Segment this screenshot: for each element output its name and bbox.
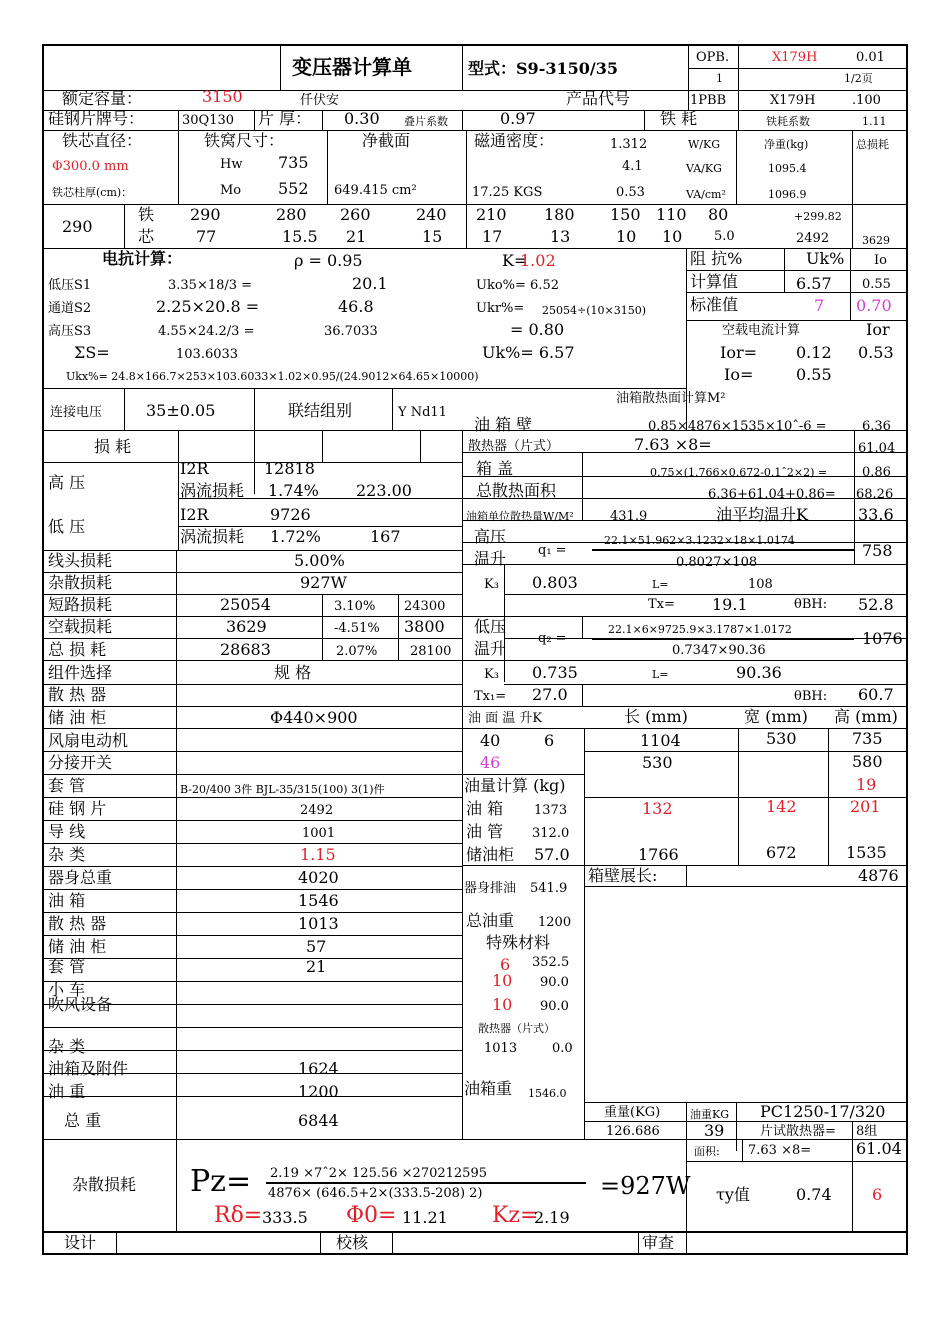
tank-label: 油 箱: [48, 891, 86, 910]
drain-label: 器身排油: [464, 881, 517, 896]
q1-label: q₁ =: [538, 543, 567, 558]
core-step-width: 240: [416, 205, 447, 224]
body-label: 器身总重: [48, 868, 113, 887]
net-area-value: 649.415 cm²: [334, 183, 417, 198]
s2-expr: 2.25×20.8 =: [156, 297, 260, 316]
total-label: 总 重: [64, 1111, 102, 1130]
lead-value: 5.00%: [294, 551, 345, 570]
product-code-label: 产品代号: [566, 89, 631, 108]
stray-label: 杂散损耗: [48, 573, 113, 592]
oilw-head: 油重KG: [690, 1108, 730, 1121]
diameter-label: 铁芯直径：: [62, 131, 143, 150]
tank-value: 1546: [298, 891, 339, 910]
core-step-thickness: 13: [550, 227, 571, 246]
rad-groups: 8组: [856, 1124, 878, 1139]
net-weight-label: 净重(kg): [764, 138, 809, 151]
hv-eddy: 223.00: [356, 481, 412, 500]
hv-eddy-label: 涡流损耗: [180, 481, 245, 500]
lv-i2r: 9726: [270, 505, 311, 524]
hv-label: 高 压: [48, 473, 86, 492]
core-step-thickness: 21: [346, 227, 367, 246]
rad-groups-label: 片试散热器=: [760, 1124, 836, 1139]
design-label: 设计: [64, 1233, 97, 1252]
core-step-width: 80: [708, 205, 729, 224]
hw-label: Hw: [220, 157, 243, 172]
voltage-label: 连接电压: [50, 405, 103, 420]
uk-col: Uk%: [806, 249, 845, 268]
std-label: 标准值: [690, 295, 739, 314]
cover-label: 箱 盖: [476, 459, 514, 478]
rad-label-c: 散热器（片式）: [468, 439, 560, 454]
wall-unfold-label: 箱壁展长:: [588, 866, 658, 885]
lv-eddy-label: 涡流损耗: [180, 527, 245, 546]
core-step-width: 280: [276, 205, 307, 224]
net-area-label: 净截面: [362, 131, 411, 150]
rad-sub-label: 散热器（片式）: [478, 1022, 555, 1035]
t-wid: 672: [766, 843, 797, 862]
uk: Uk%= 6.57: [482, 343, 575, 362]
q1-den: 0.8027×108: [676, 555, 758, 570]
hv-i2r-label: I2R: [180, 459, 209, 478]
tot-value: 28683: [220, 640, 271, 659]
wall-expr: 0.85×4876×1535×10ˆ-6 =: [648, 419, 827, 434]
misc2-label: 杂 类: [48, 1037, 86, 1056]
nl-pct: -4.51%: [334, 621, 380, 636]
total-oil-label: 总油重: [466, 911, 515, 930]
losses-title: 损 耗: [94, 437, 132, 456]
bushing-spec: B-20/400 3件 BJL-35/315(100) 3(1)件: [180, 783, 385, 796]
sum-label: ΣS=: [74, 343, 110, 362]
fan-label: 风扇电动机: [48, 731, 129, 750]
tot-guar: 28100: [410, 644, 452, 659]
lv-eddy-pct: 1.72%: [270, 527, 321, 546]
tap-label: 分接开关: [48, 753, 113, 772]
io-label: Io=: [724, 365, 754, 384]
s3-label: 高压S3: [48, 324, 92, 339]
q2-den: 0.7347×90.36: [672, 643, 766, 658]
len-head: 长 (mm): [624, 707, 688, 726]
k-label: K=: [502, 251, 528, 270]
total-value: 6844: [298, 1111, 339, 1130]
weight-head: 重量(KG): [604, 1105, 661, 1120]
d2: 142: [766, 797, 797, 816]
misc-value: 1.15: [300, 845, 336, 864]
r2-hgt: 580: [852, 752, 883, 771]
sp3b: 90.0: [540, 999, 569, 1014]
tx1-value: 27.0: [532, 685, 568, 704]
s1-label: 低压S1: [48, 278, 92, 293]
mo-value: 552: [278, 179, 309, 198]
pipe-oil: 312.0: [532, 826, 570, 841]
thickness-label: 片 厚：: [258, 109, 312, 128]
core-step-width: 210: [476, 205, 507, 224]
phi-label: Φ0=: [346, 1203, 397, 1228]
tx-label: Tx=: [648, 597, 675, 612]
r2a: 46: [480, 753, 501, 772]
wid-head: 宽 (mm): [744, 707, 808, 726]
bh-hv: 52.8: [858, 595, 894, 614]
rho: ρ = 0.95: [294, 251, 363, 270]
oil-value: 1200: [298, 1082, 339, 1101]
core-step-width: 260: [340, 205, 371, 224]
oil-rise-head: 油 面 温 升K: [468, 711, 543, 726]
core-step-width: 110: [656, 205, 687, 224]
steel-label: 硅钢片牌号：: [48, 109, 145, 128]
stray-result: =927W: [600, 1172, 691, 1200]
h-small: 19: [856, 775, 877, 794]
core-step-thickness: 5.0: [714, 229, 735, 244]
pipe-oil-label: 油 管: [466, 822, 504, 841]
sp2a: 10: [492, 971, 513, 990]
calc-sheet: [42, 44, 908, 1255]
hgt-head: 高 (mm): [834, 707, 898, 726]
spec-label: 规 格: [274, 663, 312, 682]
std-io: 0.70: [856, 296, 892, 315]
window-label: 铁窝尺寸：: [204, 131, 285, 150]
oil-rise-value: 33.6: [858, 505, 894, 524]
rated-value: 3150: [202, 87, 243, 106]
cover-value: 0.86: [862, 465, 891, 480]
core-step-width: 180: [544, 205, 575, 224]
page-number: 1/2页: [844, 72, 873, 85]
conservator-label: 储 油 柜: [48, 708, 107, 727]
opb-label: OPB.: [696, 50, 730, 65]
r1a: 40: [480, 731, 501, 750]
sc-label: 短路损耗: [48, 595, 113, 614]
stray-num: 2.19 ×7ˆ2× 125.56 ×270212595: [270, 1166, 487, 1181]
lv-label: 低 压: [48, 517, 86, 536]
total-loss-label: 总损耗: [856, 138, 889, 151]
nl-value: 3629: [226, 617, 267, 636]
cons-oil-label: 储油柜: [466, 845, 515, 864]
oil-label: 油 重: [48, 1082, 86, 1101]
lv-rise-1: 低压: [474, 617, 507, 636]
unit-value: 431.9: [610, 509, 648, 524]
kz-label: Kz=: [492, 1203, 539, 1228]
flux-value: 17.25 KGS: [472, 185, 543, 200]
extra-bottom: 2492: [796, 231, 830, 246]
l-hv: 108: [748, 577, 773, 592]
ukr-value: = 0.80: [510, 320, 565, 339]
hv-rise-1: 高压: [474, 527, 507, 546]
rad-expr: 7.63 ×8=: [634, 435, 712, 454]
silicon-value: 2492: [300, 803, 334, 818]
step-label-1: 铁: [138, 205, 155, 224]
rad-sub-a: 1013: [484, 1041, 518, 1056]
b3: 0.53: [616, 185, 645, 200]
hv-rise-2: 温升: [474, 549, 507, 568]
r-label: Rδ=: [214, 1203, 263, 1228]
q2-value: 1076: [862, 629, 903, 648]
sp2b: 90.0: [540, 975, 569, 990]
d3: 201: [850, 797, 881, 816]
k3-hv: 0.803: [532, 573, 578, 592]
r-value: 333.5: [262, 1208, 308, 1227]
drain-value: 541.9: [530, 881, 568, 896]
opb-sub: 1: [716, 72, 723, 85]
sc-pct: 3.10%: [334, 599, 376, 614]
group-value: Y Nd11: [398, 405, 447, 420]
l-lv-label: L=: [652, 668, 669, 681]
ior-right: 0.53: [858, 343, 894, 362]
cover-expr: 0.75×(1.766×0.672-0.1ˆ2×2) =: [650, 466, 828, 479]
l-lv: 90.36: [736, 663, 782, 682]
tau-extra: 6: [872, 1185, 883, 1204]
cooling-title: 油箱散热面计算M²: [616, 391, 726, 406]
calc-io: 0.55: [862, 277, 891, 292]
cart-label: 小 车: [48, 980, 86, 999]
rad-sub-b: 0.0: [552, 1041, 573, 1056]
select-label: 组件选择: [48, 663, 113, 682]
stack-thick: 290: [62, 217, 93, 236]
bushing-label: 套 管: [48, 776, 86, 795]
rad-model: PC1250-17/320: [760, 1102, 886, 1121]
wall-label: 油 箱 壁: [474, 415, 533, 434]
pz-label: Pz=: [190, 1164, 252, 1199]
cons-value: 57: [306, 937, 327, 956]
total-oil: 1200: [538, 915, 572, 930]
weight-val: 126.686: [606, 1124, 660, 1139]
sp1a: 6: [500, 955, 511, 974]
r2-len: 530: [642, 753, 673, 772]
bh-lv: 60.7: [858, 685, 894, 704]
r1b: 6: [544, 731, 555, 750]
d1: 132: [642, 799, 673, 818]
conservator-spec: Φ440×900: [270, 708, 358, 727]
ior-value: 0.12: [796, 343, 832, 362]
lead-label: 线头损耗: [48, 551, 113, 570]
tank-weight: 1546.0: [528, 1087, 567, 1100]
oil-calc-label: 油量计算 (kg): [464, 776, 566, 795]
bush-label: 套 管: [48, 957, 86, 976]
s2-label: 通道S2: [48, 301, 92, 316]
rated-label: 额定容量：: [62, 89, 143, 108]
calc-uk: 6.57: [796, 274, 832, 293]
blower-label: 吹风设备: [48, 995, 113, 1014]
diameter-value: Φ300.0 mm: [52, 159, 129, 174]
t-len: 1766: [638, 845, 679, 864]
radiator-label: 散 热 器: [48, 685, 107, 704]
sheet-title: 变压器计算单: [292, 55, 412, 79]
rad-value-c: 61.04: [858, 441, 896, 456]
group-label: 联结组别: [288, 401, 353, 420]
s2-value: 46.8: [338, 297, 374, 316]
tankacc-value: 1624: [298, 1059, 339, 1078]
review-label: 审查: [642, 1233, 675, 1252]
tank-weight-label: 油箱重: [464, 1079, 513, 1098]
stray-den: 4876× (646.5+2×(333.5-208) 2): [268, 1186, 483, 1201]
u2: VA/KG: [686, 162, 722, 175]
tank-oil-label: 油 箱: [466, 799, 504, 818]
k-value: 1.02: [520, 251, 556, 270]
uko: Uko%= 6.52: [476, 278, 559, 293]
code-c: .100: [852, 93, 881, 108]
tank-oil: 1373: [534, 803, 568, 818]
tx1-label: Tx₁=: [474, 689, 507, 704]
sum-value: 103.6033: [176, 347, 239, 362]
iron-loss-label: 铁 耗: [660, 109, 698, 128]
s3-expr: 4.55×24.2/3 =: [158, 324, 255, 339]
iron-loss-coef: 1.11: [862, 115, 887, 128]
rated-unit: 仟伏安: [300, 93, 340, 108]
u3: VA/cm²: [686, 188, 726, 201]
tankacc-label: 油箱及附件: [48, 1059, 129, 1078]
core-step-thickness: 15.5: [282, 227, 318, 246]
hv-eddy-pct: 1.74%: [268, 481, 319, 500]
core-step-thickness: 10: [616, 227, 637, 246]
std-uk: 7: [814, 296, 825, 315]
bh-lv-label: θBH:: [794, 689, 828, 704]
oilw-val: 39: [704, 1121, 725, 1140]
core-step-width: 290: [190, 205, 221, 224]
b1: 1.312: [610, 137, 648, 152]
r1-hgt: 735: [852, 729, 883, 748]
tot-pct: 2.07%: [336, 644, 378, 659]
q2-label: q₂ =: [538, 631, 567, 646]
ior-label: Ior=: [720, 343, 758, 362]
s1-value: 20.1: [352, 274, 388, 293]
tau-label: τy值: [716, 1185, 750, 1204]
total-area-value: 68.26: [856, 487, 894, 502]
kz-value: 2.19: [534, 1208, 570, 1227]
total-area-label: 总散热面积: [476, 481, 557, 500]
thickness-value: 0.30: [344, 109, 380, 128]
k3-hv-label: K₃: [484, 577, 499, 592]
tx-value: 19.1: [712, 595, 748, 614]
tau-value: 0.74: [796, 1185, 832, 1204]
ior-head: Ior: [866, 320, 890, 339]
reactance-title: 电抗计算：: [102, 249, 183, 268]
wall-value: 6.36: [862, 419, 891, 434]
core-step-thickness: 77: [196, 227, 217, 246]
stray-block-label: 杂散损耗: [72, 1175, 137, 1194]
cons-label: 储 油 柜: [48, 937, 107, 956]
w2: 1096.9: [768, 188, 807, 201]
opb-rev: 0.01: [856, 50, 885, 65]
core-step-width: 150: [610, 205, 641, 224]
col-thick-label: 铁芯柱厚(cm)：: [52, 186, 133, 199]
noload-title: 空载电流计算: [722, 323, 801, 338]
area-expr: 7.63 ×8=: [748, 1143, 812, 1158]
total-area-expr: 6.36+61.04+0.86=: [708, 487, 836, 502]
code-a: 1PBB: [690, 93, 727, 108]
tot-label: 总 损 耗: [48, 640, 107, 659]
w1: 1095.4: [768, 162, 807, 175]
io-col: Io: [874, 253, 887, 268]
core-step-thickness: 17: [482, 227, 503, 246]
ukr-expr: 25054÷(10×3150): [542, 304, 647, 317]
core-step-thickness: 15: [422, 227, 443, 246]
area-label: 面积:: [694, 1145, 720, 1158]
u1: W/KG: [688, 138, 721, 151]
step-label-2: 芯: [138, 227, 155, 246]
lv-rise-2: 温升: [474, 639, 507, 658]
special-label: 特殊材料: [486, 933, 551, 952]
sc-guar: 24300: [404, 599, 446, 614]
model-label: 型式：S9-3150/35: [468, 59, 618, 78]
misc-label: 杂 类: [48, 845, 86, 864]
q1-value: 758: [862, 541, 893, 560]
lv-eddy: 167: [370, 527, 401, 546]
sc-value: 25054: [220, 595, 271, 614]
mo-label: Mo: [220, 183, 242, 198]
voltage-value: 35±0.05: [146, 401, 216, 420]
stack-label: 叠片系数: [404, 115, 448, 128]
body-value: 4020: [298, 868, 339, 887]
nl-label: 空载损耗: [48, 617, 113, 636]
k3-lv: 0.735: [532, 663, 578, 682]
hv-i2r: 12818: [264, 459, 315, 478]
sp1b: 352.5: [532, 955, 570, 970]
s1-expr: 3.35×18/3 =: [168, 278, 253, 293]
flux-label: 磁通密度：: [474, 131, 555, 150]
steel-value: 30Q130: [182, 113, 235, 128]
extra-top: +299.82: [794, 210, 842, 223]
bush-value: 21: [306, 957, 327, 976]
s3-value: 36.7033: [324, 324, 378, 339]
wire-value: 1001: [302, 826, 336, 841]
silicon-label: 硅 钢 片: [48, 799, 107, 818]
imp-label: 阻 抗%: [690, 249, 743, 268]
r1-wid: 530: [766, 729, 797, 748]
hw-value: 735: [278, 153, 309, 172]
cons-oil: 57.0: [534, 845, 570, 864]
ukx: Ukx%= 24.8×166.7×253×103.6033×1.02×0.95/(24.9012×64.65×10000): [66, 370, 479, 383]
wire-label: 导 线: [48, 822, 86, 841]
t-hgt: 1535: [846, 843, 887, 862]
rad-value: 1013: [298, 914, 339, 933]
iron-loss-coef-label: 铁耗系数: [766, 115, 810, 128]
area-value: 61.04: [856, 1139, 902, 1158]
l-hv-label: L=: [652, 578, 669, 591]
sp3a: 10: [492, 995, 513, 1014]
phi-value: 11.21: [402, 1208, 448, 1227]
calc-label: 计算值: [690, 272, 739, 291]
stack-value: 0.97: [500, 109, 536, 128]
opb-code: X179H: [772, 50, 818, 65]
k3-lv-label: K₃: [484, 667, 499, 682]
nl-guar: 3800: [404, 617, 445, 636]
code-b: X179H: [770, 93, 816, 108]
wall-unfold: 4876: [858, 866, 899, 885]
bh-hv-label: θBH:: [794, 597, 828, 612]
core-step-thickness: 10: [662, 227, 683, 246]
stray-value: 927W: [300, 573, 347, 592]
unit-label: 油箱单位散热量W/M²: [466, 510, 574, 523]
q1-num: 22.1×51.962×3.1232×18×1.0174: [604, 534, 795, 547]
lv-i2r-label: I2R: [180, 505, 209, 524]
r1-len: 1104: [640, 731, 681, 750]
check-label: 校核: [336, 1233, 369, 1252]
oil-rise-label: 油平均温升K: [716, 505, 808, 524]
q2-num: 22.1×6×9725.9×3.1787×1.0172: [608, 623, 792, 636]
io-value: 0.55: [796, 365, 832, 384]
ukr-label: Ukr%=: [476, 301, 525, 316]
rad-label: 散 热 器: [48, 914, 107, 933]
total-loss-value: 3629: [862, 234, 890, 247]
b2: 4.1: [622, 159, 643, 174]
